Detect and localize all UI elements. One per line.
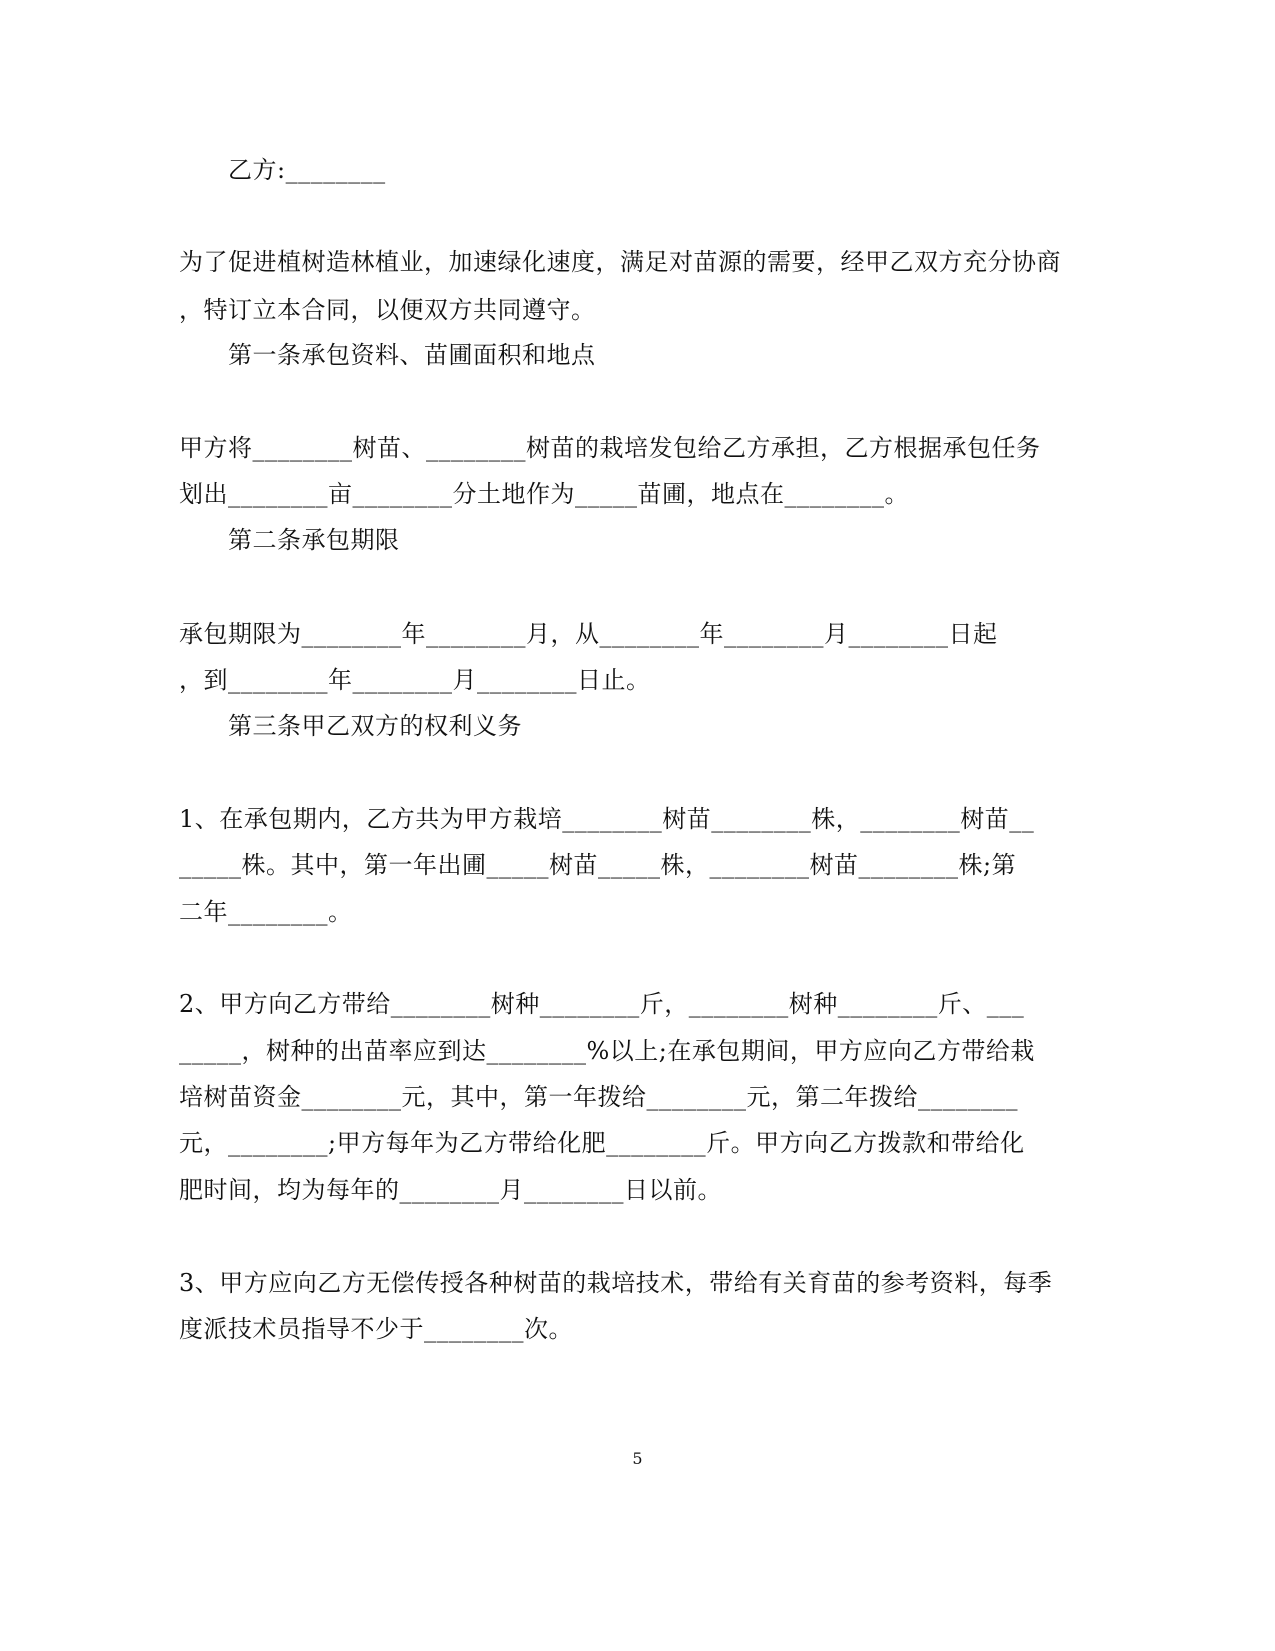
article-1-line-1: 甲方将________树苗、________树苗的栽培发包给乙方承担，乙方根据承包任务 xyxy=(179,434,1041,462)
clause-1-line-2: _____株。其中，第一年出圃_____树苗_____株，________树苗________株;第 xyxy=(179,851,1017,879)
article-2-line-1: 承包期限为________年________月，从________年________月________日起 xyxy=(179,620,998,648)
clause-1-line-1: 1、在承包期内，乙方共为甲方栽培________树苗________株，________树苗__ xyxy=(179,805,1035,833)
article-1-line-2: 划出________亩________分土地作为_____苗圃，地点在________。 xyxy=(179,480,909,508)
clause-3-line-2: 度派技术员指导不少于________次。 xyxy=(179,1315,573,1343)
preamble-line-2: ，特订立本合同，以便双方共同遵守。 xyxy=(179,296,596,324)
party-b-line: 乙方:________ xyxy=(228,156,386,184)
clause-2-line-3: 培树苗资金________元，其中，第一年拨给________元，第二年拨给________ xyxy=(179,1083,1018,1111)
clause-1-line-3: 二年________。 xyxy=(179,898,353,926)
article-2-heading: 第二条承包期限 xyxy=(228,526,400,554)
clause-2-line-2: _____，树种的出苗率应到达________%以上;在承包期间，甲方应向乙方带给栽 xyxy=(179,1037,1035,1065)
article-2-line-2: ，到________年________月________日止。 xyxy=(179,666,651,694)
article-1-heading: 第一条承包资料、苗圃面积和地点 xyxy=(228,341,596,369)
page-number: 5 xyxy=(632,1449,643,1468)
clause-2-line-5: 肥时间，均为每年的________月________日以前。 xyxy=(179,1176,722,1204)
clause-2-line-4: 元，________;甲方每年为乙方带给化肥________斤。甲方向乙方拨款和带给化 xyxy=(179,1129,1025,1157)
clause-3-line-1: 3、甲方应向乙方无偿传授各种树苗的栽培技术，带给有关育苗的参考资料，每季 xyxy=(179,1269,1053,1297)
preamble-line-1: 为了促进植树造林植业，加速绿化速度，满足对苗源的需要，经甲乙双方充分协商 xyxy=(179,248,1061,276)
clause-2-line-1: 2、甲方向乙方带给________树种________斤，________树种________斤、___ xyxy=(179,990,1025,1018)
article-3-heading: 第三条甲乙双方的权利义务 xyxy=(228,712,522,740)
